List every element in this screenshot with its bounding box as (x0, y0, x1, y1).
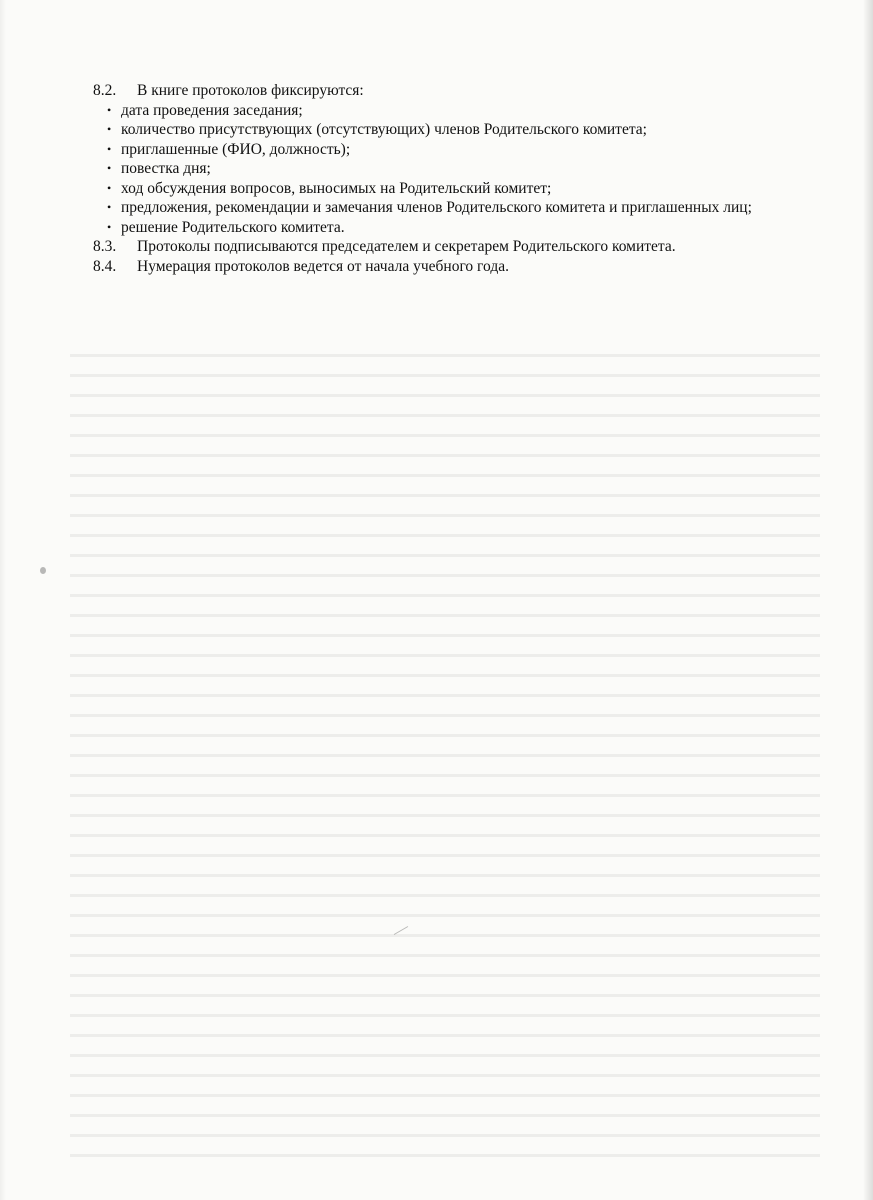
clause-8-3 (93, 237, 805, 257)
list-item (93, 101, 805, 121)
clause-heading: В книге протоколов фиксируются: (137, 82, 364, 99)
list-item (93, 218, 805, 238)
clause-8-2 (93, 81, 805, 101)
list-item (93, 159, 805, 179)
page-shadow-right (863, 0, 873, 1200)
clause-8-4 (93, 257, 805, 277)
list-item-text: повестка дня; (121, 160, 211, 177)
bullet-icon: • (107, 102, 112, 117)
bullet-icon: • (107, 141, 112, 156)
list-item (93, 198, 805, 218)
list-item-text: ход обсуждения вопросов, выносимых на Родительский комитет; (121, 179, 552, 197)
clause-number: 8.2. (93, 82, 117, 99)
clause-number: 8.4. (93, 257, 117, 275)
scan-speck (40, 567, 46, 574)
list-item-text: дата проведения заседания; (121, 101, 303, 119)
list-item-text: количество присутствующих (отсутствующих) членов Родительского комитета; (121, 121, 647, 138)
bullet-icon: • (107, 219, 112, 234)
list-item (93, 140, 805, 160)
list-item (93, 120, 805, 140)
bullet-icon: • (107, 200, 112, 214)
document-body (93, 81, 805, 276)
page-shadow-left (0, 0, 6, 1200)
bullet-icon: • (107, 180, 112, 195)
reverse-side-bleed-through (70, 340, 820, 1160)
list-item-text: решение Родительского комитета. (121, 218, 345, 236)
clause-text: Протоколы подписываются председателем и секретарем Родительского комитета. (137, 238, 676, 255)
bullet-icon: • (107, 161, 112, 175)
list-item-text: предложения, рекомендации и замечания членов Родительского комитета и приглашенных лиц; (121, 199, 752, 216)
clause-text: Нумерация протоколов ведется от начала учебного года. (137, 257, 509, 275)
list-item (93, 179, 805, 199)
bullet-icon: • (107, 122, 112, 136)
clause-number: 8.3. (93, 238, 117, 255)
protocol-items-list (93, 101, 805, 238)
list-item-text: приглашенные (ФИО, должность); (121, 140, 351, 158)
